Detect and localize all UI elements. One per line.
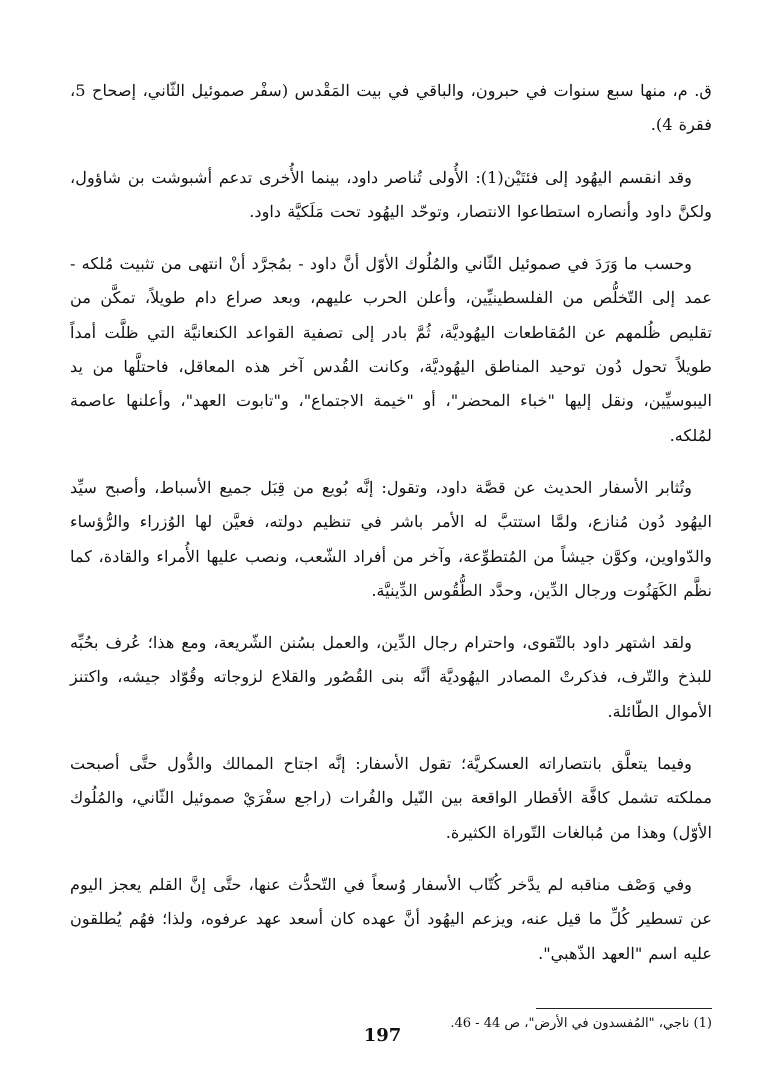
footnote-divider <box>536 1008 712 1009</box>
paragraph-6: وفيما يتعلَّق بانتصاراته العسكريَّة؛ تقول الأسفار: إنَّه اجتاح الممالك والدُّول حتَّى أصبحت مملكته تشمل كافَّة الأقطار الواقعة بين النّيل والفُرات (راجع سفْرَيْ صموئيل الثّاني، والمُلُوك الأوّل) وهذا من مُبالغات التّوراة الكثيرة. <box>70 754 712 842</box>
paragraph-4: وتُثابر الأسفار الحديث عن قصَّة داود، وتقول: إنَّه بُويع من قِبَل جميع الأسباط، وأصبح سيِّد اليهُود دُون مُنازع، ولمَّا استتبَّ له الأمر باشر في تنظيم دولته، فعيَّن لها الوُزراء والرُّؤساء والدّواوين، وكوَّن جيشاً من المُتطوِّعة، وآخر من أفراد الشّعب، ونصب عليها الأُمراء والقادة، كما نظَّم الكَهَنُوت ورجال الدِّين، وحدَّد الطُّقُوس الدِّينيَّة. <box>70 477 712 600</box>
paragraph-5: ولقد اشتهر داود بالتّقوى، واحترام رجال الدِّين، والعمل بسُنن الشّريعة، ومع هذا؛ عُرف بحُبِّه للبذخ والتّرف، فذكرتْ المصادر اليهُوديَّة أنَّه بنى القُصُور والقلاع لزوجاته وقُوّاد جيشه، واكتنز الأموال الطّائلة. <box>70 633 712 721</box>
body-text <box>70 74 712 989</box>
page-number: 197 <box>363 1025 402 1046</box>
paragraph-3: وحسب ما وَرَدَ في صموئيل الثّاني والمُلُوك الأوّل أنَّ داود - بمُجرَّد أنْ انتهى من تثبيت مُلكه - عمد إلى التّخلُّص من الفلسطينيِّين، وأعلن الحرب عليهم، وبعد صراع دام طويلاً، تمكَّن من تقليص ظُلمهم عن المُقاطعات اليهُوديَّة، ثُمَّ بادر إلى تصفية القواعد الكنعانيَّة التي ظلَّت أمداً طويلاً تحول دُون توحيد المناطق اليهُوديَّة، وكانت القُدس آخر هذه المعاقل، فاحتلَّها من يد اليبوسيِّين، ونقل إليها "خباء المحضر"، أو "خيمة الاجتماع"، و"تابوت العهد"، وأعلنها عاصمة لمُلكه. <box>70 254 712 445</box>
paragraph-1: ق. م، منها سبع سنوات في حبرون، والباقي في بيت المَقْدس (سفْر صموئيل الثّاني، إصحاح 5، فقرة 4). <box>70 81 712 135</box>
paragraph-7: وفي وَصْف مناقبه لم يدَّخر كُتّاب الأسفار وُسعاً في التّحدُّث عنها، حتَّى إنَّ القلم يعجز اليوم عن تسطير كُلِّ ما قيل عنه، ويزعم اليهُود أنَّ عهده كان أسعد عهد عرفوه، ولذا؛ فهُم يُطلقون عليه اسم "العهد الذّهبي". <box>70 874 712 963</box>
paragraph-2: وقد انقسم اليهُود إلى فئتَيْن(1): الأُولى تُناصر داود، بينما الأُخرى تدعم أشبوشت بن شاؤول، ولكنَّ داود وأنصاره استطاعوا الانتصار، وتوحّد اليهُود تحت مَلَكيَّة داود. <box>70 167 712 221</box>
footnote: (1) ناجي، "المُفسدون في الأرض"، ص 44 - 46. <box>450 1016 712 1031</box>
